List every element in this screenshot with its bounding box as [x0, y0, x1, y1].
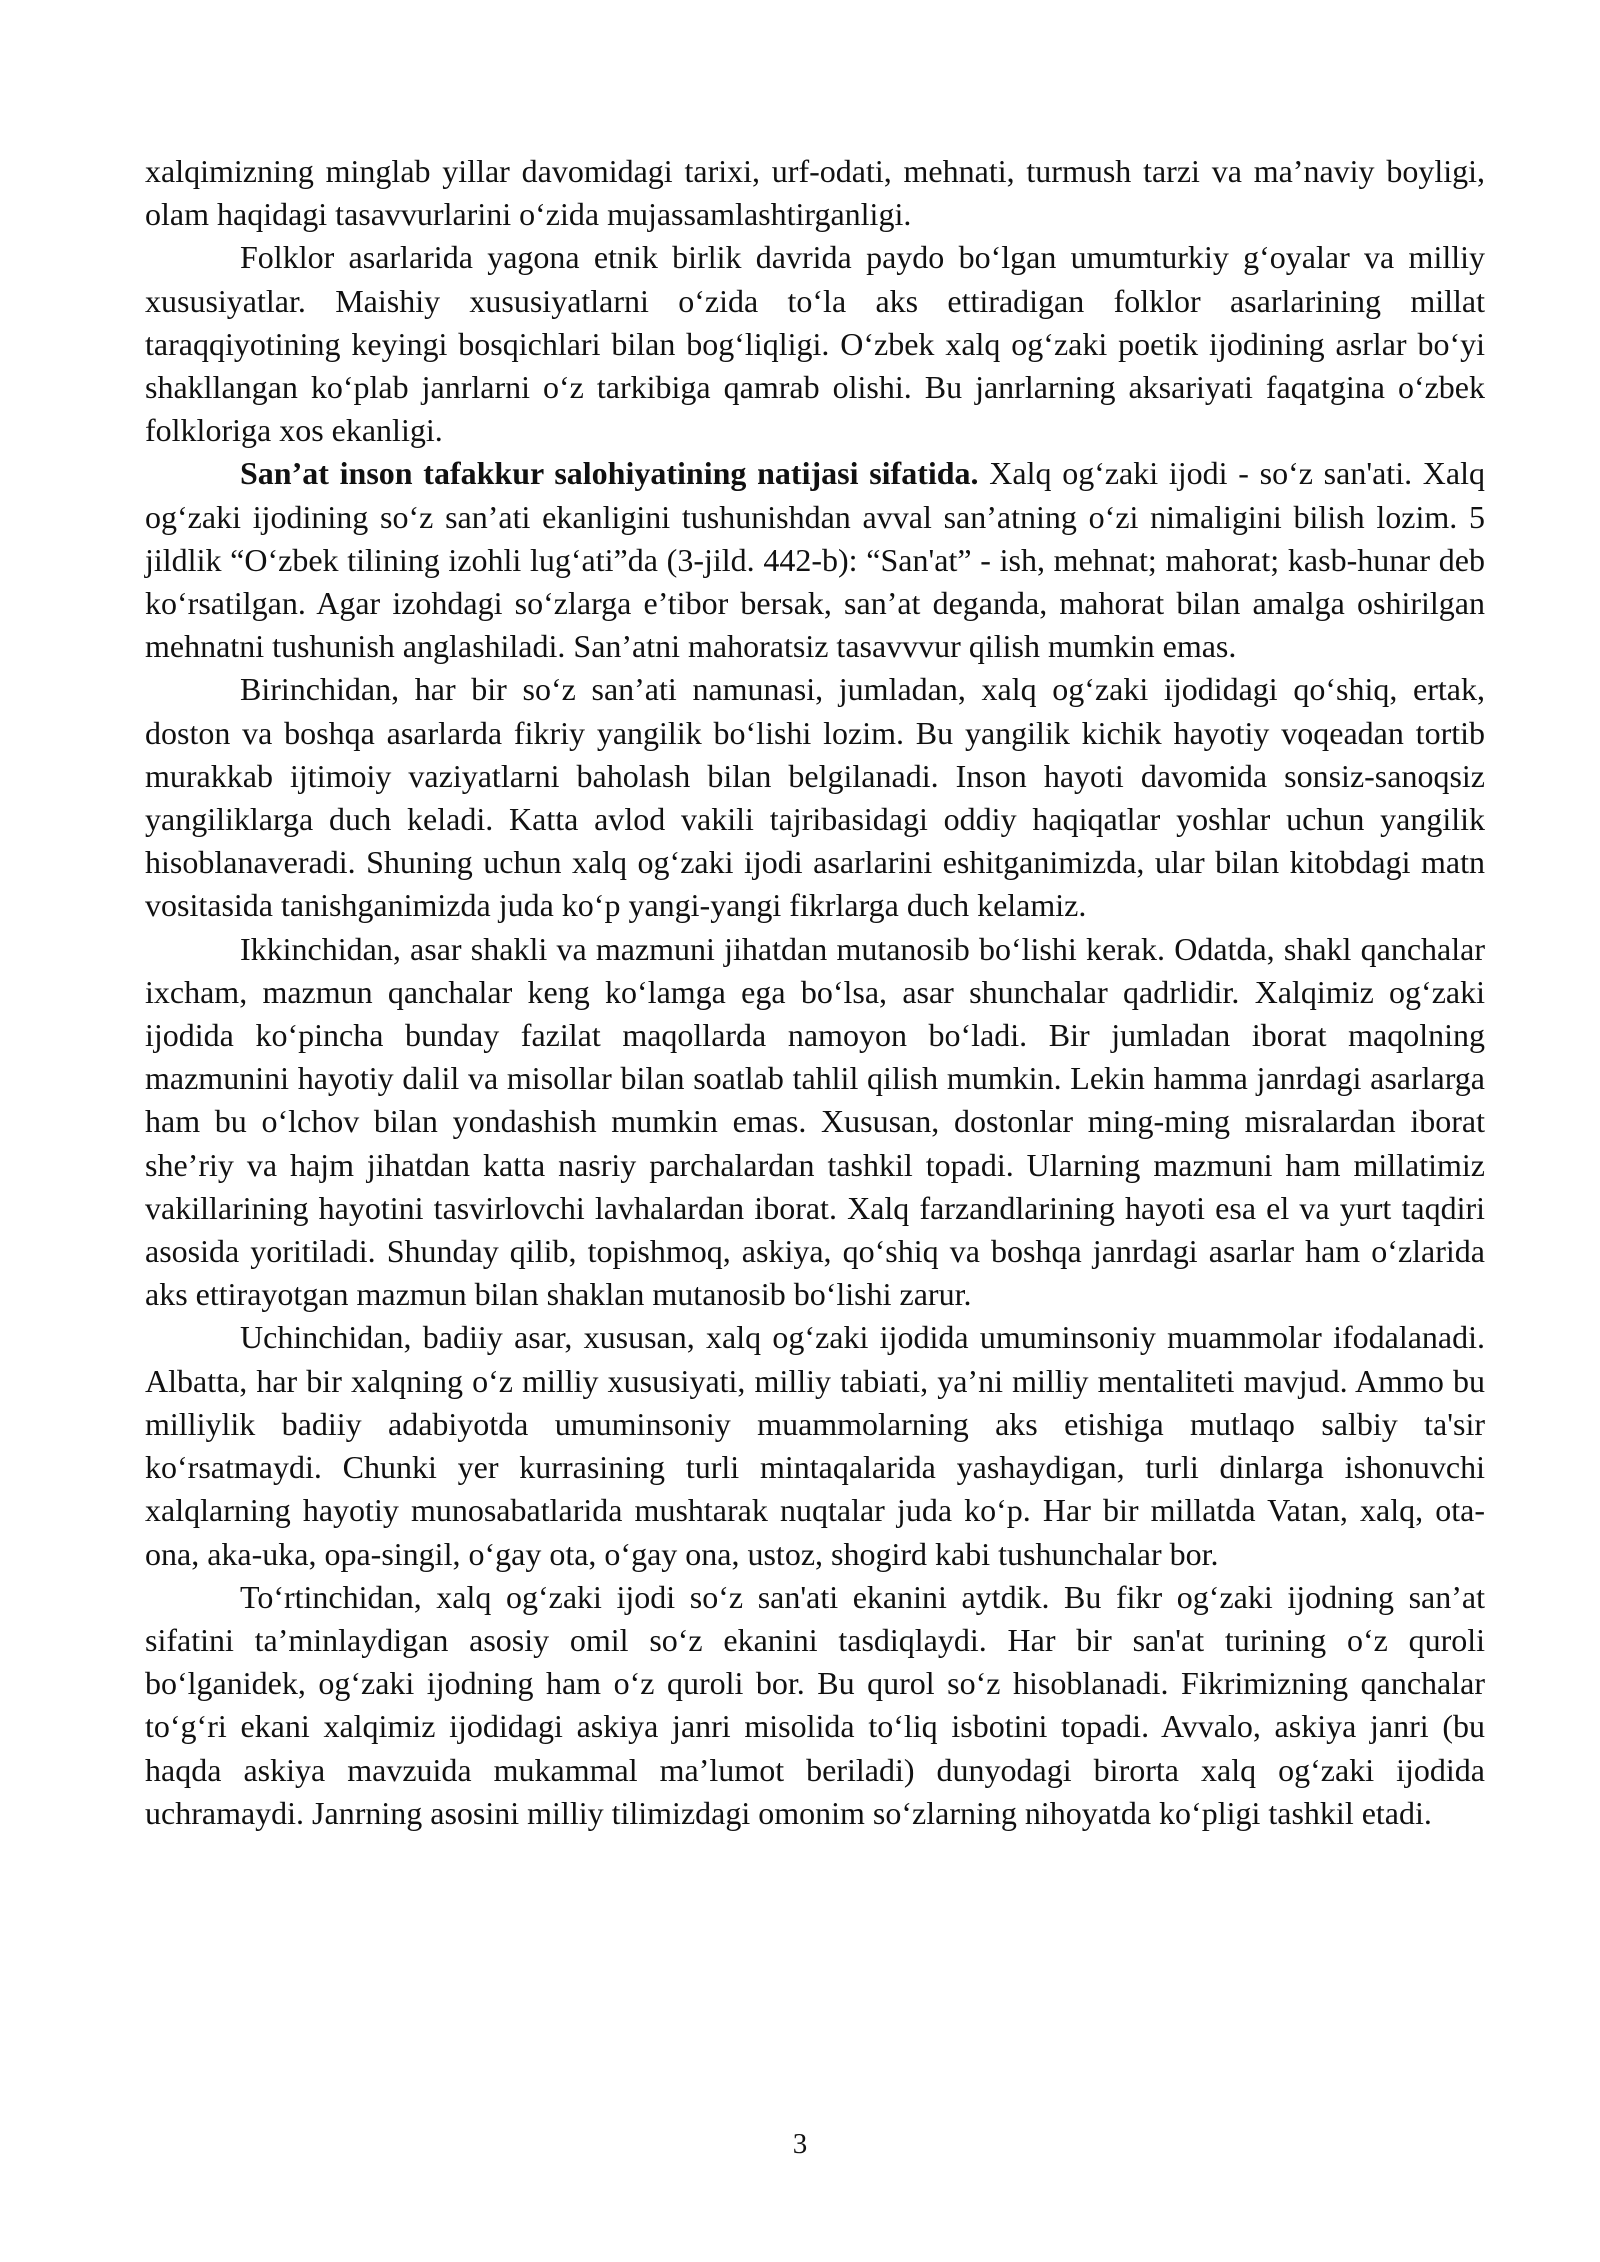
paragraph-uchinchidan: Uchinchidan, badiiy asar, xususan, xalq og‘zaki ijodida umuminsoniy muammolar ifodalanadi. Albatta, har bir xalqning o‘z milliy xususiyati, milliy tabiati, ya’ni milliy mentaliteti mavjud. Ammo bu milliylik badiiy adabiyotda umuminsoniy muammolarning aks etishiga mutlaqo salbiy ta'sir ko‘rsatmaydi. Chunki yer kurrasining turli mintaqalarida yashaydigan, turli dinlarga ishonuvchi xalqlarning hayotiy munosabatlarida mushtarak nuqtalar juda ko‘p. Har bir millatda Vatan, xalq, ota-ona, aka-uka, opa-singil, o‘gay ota, o‘gay ona, ustoz, shogird kabi tushunchalar bor.	[145, 1319, 1485, 1572]
paragraph-sanat	[145, 452, 1485, 668]
paragraph-birinchidan: Birinchidan, har bir so‘z san’ati namunasi, jumladan, xalq og‘zaki ijodidagi qo‘shiq, ertak, doston va boshqa asarlarda fikriy yangilik bo‘lishi lozim. Bu yangilik kichik hayotiy voqeadan tortib murakkab ijtimoiy vaziyatlarni baholash bilan belgilanadi. Inson hayoti davomida sonsiz-sanoqsiz yangiliklarga duch keladi. Katta avlod vakili tajribasidagi oddiy haqiqatlar yoshlar uchun yangilik hisoblanaveradi. Shuning uchun xalq og‘zaki ijodi asarlarini eshitganimizda, ular bilan kitobdagi matn vositasida tanishganimizda juda ko‘p yangi-yangi fikrlarga duch kelamiz.	[145, 671, 1485, 924]
paragraph-tortinchidan: To‘rtinchidan, xalq og‘zaki ijodi so‘z san'ati ekanini aytdik. Bu fikr og‘zaki ijodning san’at sifatini ta’minlaydigan asosiy omil so‘z ekanini tasdiqlaydi. Har bir san'at turining o‘z quroli bo‘lganidek, og‘zaki ijodning ham o‘z quroli bor. Bu qurol so‘z hisoblanadi. Fikrimizning qanchalar to‘g‘ri ekani xalqimiz ijodidagi askiya janri misolida to‘liq isbotini topadi. Avvalo, askiya janri (bu haqda askiya mavzuida mukammal ma’lumot beriladi) dunyodagi birorta xalq og‘zaki ijodida uchramaydi. Janrning asosini milliy tilimizdagi omonim so‘zlarning nihoyatda ko‘pligi tashkil etadi.	[145, 1578, 1485, 1831]
paragraph-folklor: Folklor asarlarida yagona etnik birlik davrida paydo bo‘lgan umumturkiy g‘oyalar va milliy xususiyatlar. Maishiy xususiyatlarni o‘zida to‘la aks ettiradigan folklor asarlarining millat taraqqiyotining keyingi bosqichlari bilan bog‘liqligi. O‘zbek xalq og‘zaki poetik ijodining asrlar bo‘yi shakllangan ko‘plab janrlarni o‘z tarkibiga qamrab olishi. Bu janrlarning aksariyati faqatgina o‘zbek folkloriga xos ekanligi.	[145, 239, 1485, 449]
paragraph-ikkinchidan: Ikkinchidan, asar shakli va mazmuni jihatdan mutanosib bo‘lishi kerak. Odatda, shakl qanchalar ixcham, mazmun qanchalar keng ko‘lamga ega bo‘lsa, asar shunchalar qadrlidir. Xalqimiz og‘zaki ijodida ko‘pincha bunday fazilat maqollarda namoyon bo‘ladi. Bir jumladan iborat maqolning mazmunini hayotiy dalil va misollar bilan soatlab tahlil qilish mumkin. Lekin hamma janrdagi asarlarga ham bu o‘lchov bilan yondashish mumkin emas. Xususan, dostonlar ming-ming misralardan iborat she’riy va hajm jihatdan katta nasriy parchalardan tashkil topadi. Ularning mazmuni ham millatimiz vakillarining hayotini tasvirlovchi lavhalardan iborat. Xalq farzandlarining hayoti esa el va yurt taqdiri asosida yoritiladi. Shunday qilib, topishmoq, askiya, qo‘shiq va boshqa janrdagi asarlar ham o‘zlarida aks ettirayotgan mazmun bilan shaklan mutanosib bo‘lishi zarur.	[145, 930, 1485, 1313]
section-heading: San’at inson tafakkur salohiyatining natijasi sifatida.	[240, 455, 979, 492]
page-number: 3	[792, 2128, 808, 2160]
document-body	[145, 150, 1485, 1835]
paragraph-continuation: xalqimizning minglab yillar davomidagi tarixi, urf-odati, mehnati, turmush tarzi va ma’naviy boyligi, olam haqidagi tasavvurlarini o‘zida mujassamlashtirganligi.	[145, 153, 1485, 233]
paragraph-sanat-text: Xalq og‘zaki ijodi - so‘z san'ati. Xalq og‘zaki ijodining so‘z san’ati ekanligini tushunishdan avval san’atning o‘zi nimaligini bilish lozim. 5 jildlik “O‘zbek tilining izohli lug‘ati”da (3-jild. 442-b): “San'at” - ish, mehnat; mahorat; kasb-hunar deb ko‘rsatilgan. Agar izohdagi so‘zlarga e’tibor bersak, san’at deganda, mahorat bilan amalga oshirilgan mehnatni tushunish anglashiladi. San’atni mahoratsiz tasavvvur qilish mumkin emas.	[145, 455, 1486, 665]
